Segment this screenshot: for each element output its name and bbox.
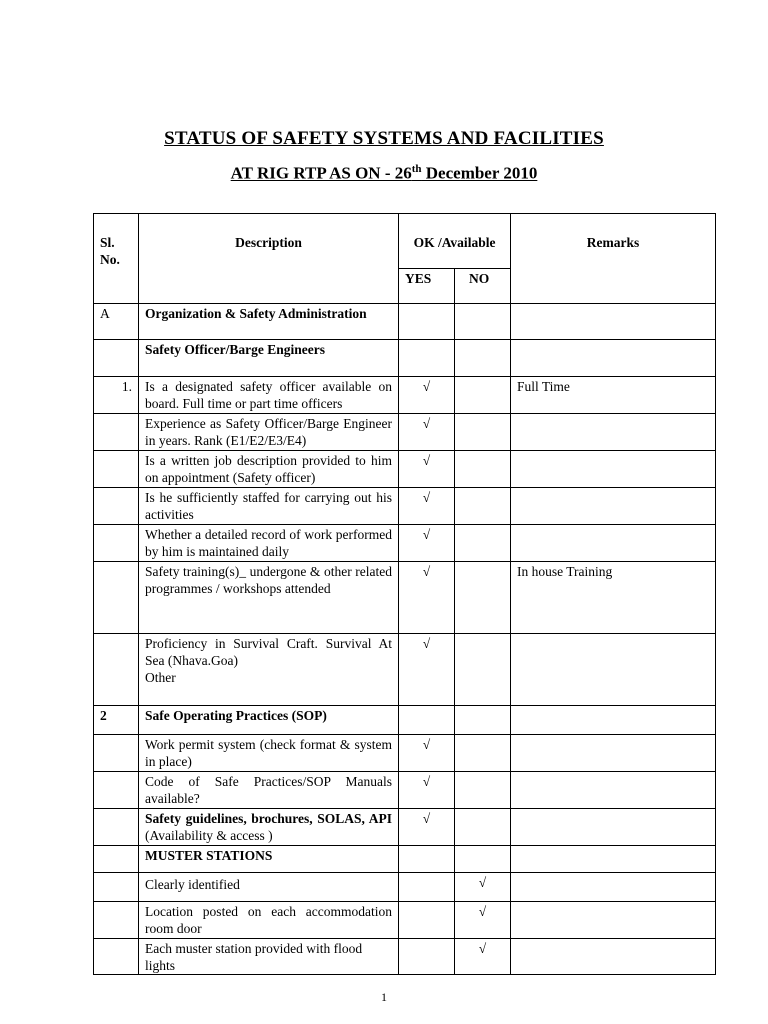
- remarks-cell: [511, 809, 716, 846]
- yes-cell: [399, 873, 455, 902]
- yes-cell: √: [399, 634, 455, 706]
- no-cell: [455, 634, 511, 706]
- desc-cell: Safety training(s)_ undergone & other related programmes / workshops attended: [139, 562, 399, 634]
- remarks-cell: [511, 634, 716, 706]
- no-cell: [455, 846, 511, 873]
- table-row: [94, 451, 716, 488]
- yes-cell: [399, 846, 455, 873]
- desc-cell: Clearly identified: [139, 873, 399, 902]
- no-cell: [455, 488, 511, 525]
- table-row: [94, 735, 716, 772]
- no-cell: [455, 525, 511, 562]
- sl-cell: [94, 634, 139, 706]
- desc-cell: MUSTER STATIONS: [139, 846, 399, 873]
- sl-cell: [94, 873, 139, 902]
- table-row: [94, 488, 716, 525]
- remarks-cell: In house Training: [511, 562, 716, 634]
- table-row: [94, 414, 716, 451]
- yes-cell: √: [399, 377, 455, 414]
- remarks-cell: [511, 902, 716, 939]
- table-row: [94, 873, 716, 902]
- table-row: [94, 377, 716, 414]
- yes-cell: √: [399, 772, 455, 809]
- desc-cell: Whether a detailed record of work performed by him is maintained daily: [139, 525, 399, 562]
- yes-cell: √: [399, 735, 455, 772]
- no-cell: [455, 706, 511, 735]
- header-no: NO: [455, 269, 511, 304]
- no-cell: [455, 809, 511, 846]
- table-row: [94, 634, 716, 706]
- subtitle-prefix: AT RIG RTP AS ON - 26: [230, 163, 412, 183]
- yes-cell: √: [399, 451, 455, 488]
- yes-cell: √: [399, 562, 455, 634]
- document-title: STATUS OF SAFETY SYSTEMS AND FACILITIES: [164, 128, 604, 149]
- no-cell: [455, 772, 511, 809]
- header-row: [94, 214, 716, 269]
- no-cell: [455, 304, 511, 340]
- remarks-cell: [511, 706, 716, 735]
- header-yes: YES: [399, 269, 455, 304]
- table-row: [94, 706, 716, 735]
- safety-status-table: [93, 213, 716, 975]
- sl-cell: A: [94, 304, 139, 340]
- sl-cell: 2: [94, 706, 139, 735]
- sl-cell: [94, 735, 139, 772]
- yes-cell: [399, 939, 455, 975]
- yes-cell: √: [399, 488, 455, 525]
- desc-cell: Work permit system (check format & system in place): [139, 735, 399, 772]
- desc-cell: Safe Operating Practices (SOP): [139, 706, 399, 735]
- remarks-cell: [511, 451, 716, 488]
- desc-cell: Organization & Safety Administration: [139, 304, 399, 340]
- desc-cell: Is a written job description provided to him on appointment (Safety officer): [139, 451, 399, 488]
- table-row: [94, 902, 716, 939]
- desc-cell: [139, 634, 399, 706]
- remarks-cell: [511, 414, 716, 451]
- sl-cell: [94, 525, 139, 562]
- remarks-cell: [511, 772, 716, 809]
- remarks-cell: [511, 735, 716, 772]
- desc-cell: Code of Safe Practices/SOP Manuals available?: [139, 772, 399, 809]
- no-cell: [455, 562, 511, 634]
- table-row: [94, 809, 716, 846]
- remarks-cell: [511, 488, 716, 525]
- remarks-cell: [511, 525, 716, 562]
- desc-line: Proficiency in Survival Craft. Survival At Sea (Nhava.Goa): [145, 636, 392, 668]
- desc-bold-part: Safety guidelines, brochures, SOLAS, API: [145, 811, 392, 826]
- yes-cell: √: [399, 809, 455, 846]
- no-cell: [455, 414, 511, 451]
- yes-cell: [399, 706, 455, 735]
- subtitle-suffix: December 2010: [421, 163, 538, 183]
- desc-line-other: Other: [145, 670, 176, 685]
- header-description: Description: [139, 214, 399, 304]
- desc-cell: Each muster station provided with flood lights: [139, 939, 399, 975]
- remarks-cell: Full Time: [511, 377, 716, 414]
- no-cell: [455, 735, 511, 772]
- remarks-cell: [511, 873, 716, 902]
- no-cell: [455, 377, 511, 414]
- sl-cell: [94, 939, 139, 975]
- header-sl-no: Sl. No.: [94, 214, 139, 304]
- desc-cell: Location posted on each accommodation room door: [139, 902, 399, 939]
- header-ok-available: OK /Available: [399, 214, 511, 269]
- desc-plain-part: (Availability & access ): [145, 828, 273, 843]
- sl-cell: [94, 772, 139, 809]
- sl-cell: 1.: [94, 377, 139, 414]
- yes-cell: [399, 304, 455, 340]
- remarks-cell: [511, 939, 716, 975]
- yes-cell: √: [399, 525, 455, 562]
- no-cell: √: [455, 939, 511, 975]
- desc-cell: [139, 809, 399, 846]
- yes-cell: [399, 340, 455, 377]
- sl-cell: [94, 451, 139, 488]
- table-row: [94, 304, 716, 340]
- sl-cell: [94, 846, 139, 873]
- remarks-cell: [511, 846, 716, 873]
- remarks-cell: [511, 340, 716, 377]
- table-row: [94, 772, 716, 809]
- sl-cell: [94, 562, 139, 634]
- no-cell: [455, 340, 511, 377]
- table-row: [94, 846, 716, 873]
- sl-cell: [94, 414, 139, 451]
- no-cell: √: [455, 873, 511, 902]
- no-cell: [455, 451, 511, 488]
- desc-cell: Experience as Safety Officer/Barge Engineer in years. Rank (E1/E2/E3/E4): [139, 414, 399, 451]
- sl-cell: [94, 809, 139, 846]
- table-row: [94, 562, 716, 634]
- sl-cell: [94, 340, 139, 377]
- header-remarks: Remarks: [511, 214, 716, 304]
- yes-cell: √: [399, 414, 455, 451]
- table-row: [94, 340, 716, 377]
- sl-cell: [94, 488, 139, 525]
- page-number: 1: [381, 990, 387, 1004]
- document-subtitle: [0, 163, 768, 184]
- no-cell: √: [455, 902, 511, 939]
- sl-cell: [94, 902, 139, 939]
- desc-cell: Is he sufficiently staffed for carrying out his activities: [139, 488, 399, 525]
- table-row: [94, 525, 716, 562]
- desc-cell: Safety Officer/Barge Engineers: [139, 340, 399, 377]
- desc-cell: Is a designated safety officer available on board. Full time or part time officers: [139, 377, 399, 414]
- subtitle-superscript: th: [411, 163, 422, 175]
- remarks-cell: [511, 304, 716, 340]
- yes-cell: [399, 902, 455, 939]
- table-row: [94, 939, 716, 975]
